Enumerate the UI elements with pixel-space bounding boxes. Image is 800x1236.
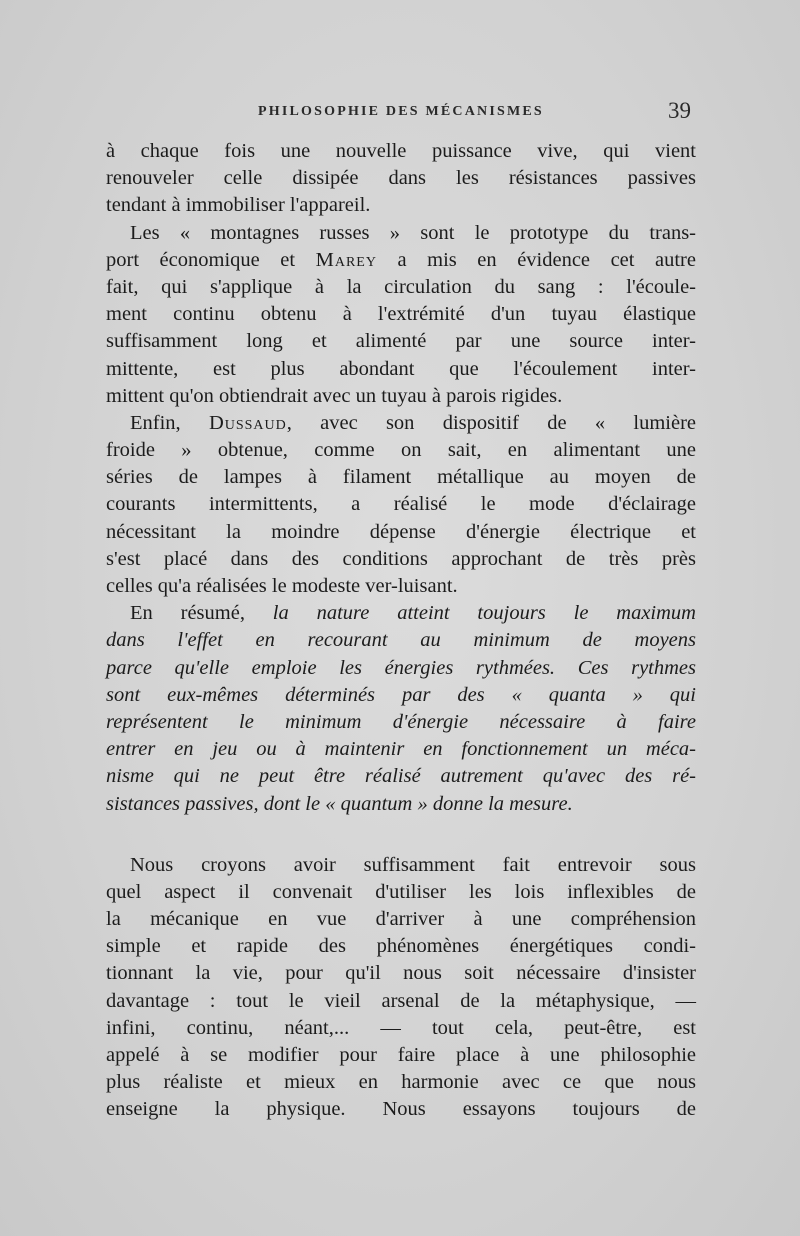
text-line: courants intermittents, a réalisé le mode d'éclairage	[106, 493, 696, 516]
text-line: parce qu'elle emploie les énergies rythmées. Ces rythmes	[106, 656, 696, 679]
text-fragment: Enfin,	[130, 411, 209, 434]
running-title: PHILOSOPHIE DES MÉCANISMES	[258, 104, 544, 119]
text-line: suffisamment long et alimenté par une source inter-	[106, 330, 696, 353]
text-line: sistances passives, dont le « quantum » donne la mesure.	[106, 792, 573, 815]
text-fragment: port économique et	[106, 248, 316, 271]
paragraph	[106, 410, 696, 600]
text-line: ment continu obtenu à l'extrémité d'un tuyau élastique	[106, 303, 696, 326]
text-line	[106, 247, 696, 274]
text-line: mittente, est plus abondant que l'écoulement inter-	[106, 357, 696, 380]
text-line: plus réaliste et mieux en harmonie avec ce que nous	[106, 1071, 696, 1094]
text-line: Les « montagnes russes » sont le prototype du trans-	[130, 221, 696, 244]
text-fragment: , avec son dispositif de « lumière	[286, 411, 696, 434]
text-line: celles qu'a réalisées le modeste ver-luisant.	[106, 575, 458, 597]
page-number: 39	[668, 98, 691, 123]
text-line: représentent le minimum d'énergie nécessaire à faire	[106, 710, 696, 733]
paragraph	[106, 600, 696, 818]
text-line: tionnant la vie, pour qu'il nous soit nécessaire d'insister	[106, 962, 696, 985]
text-line	[106, 410, 696, 437]
section-break	[106, 818, 696, 852]
text-line: Nous croyons avoir suffisamment fait entrevoir sous	[130, 853, 696, 876]
text-line: la mécanique en vue d'arriver à une compréhension	[106, 908, 696, 931]
text-line: nisme qui ne peut être réalisé autrement qu'avec des ré-	[106, 765, 696, 788]
text-line: mittent qu'on obtiendrait avec un tuyau à parois rigides.	[106, 384, 563, 407]
text-line: froide » obtenue, comme on sait, en alimentant une	[106, 439, 696, 462]
author-name: Marey	[315, 248, 377, 271]
text-line: infini, continu, néant,... — tout cela, peut-être, est	[106, 1016, 696, 1039]
text-line	[106, 600, 696, 627]
text-line: dans l'effet en recourant au minimum de moyens	[106, 629, 696, 652]
paragraph	[106, 138, 696, 220]
text-line: à chaque fois une nouvelle puissance vive, qui vient	[106, 140, 696, 162]
text-line: fait, qui s'applique à la circulation du sang : l'écoule-	[106, 275, 696, 298]
text-line: séries de lampes à filament métallique au moyen de	[106, 466, 696, 489]
paragraph	[106, 220, 696, 410]
text-line: davantage : tout le vieil arsenal de la métaphysique, —	[106, 989, 696, 1012]
paragraph	[106, 852, 696, 1124]
text-line: s'est placé dans des conditions approchant de très près	[106, 547, 696, 570]
text-line: nécessitant la moindre dépense d'énergie électrique et	[106, 520, 696, 543]
text-line: simple et rapide des phénomènes énergétiques condi-	[106, 935, 696, 958]
text-fragment: a mis en évidence cet autre	[376, 248, 696, 271]
page-header	[0, 98, 800, 128]
text-line: entrer en jeu ou à maintenir en fonctionnement un méca-	[106, 738, 696, 761]
text-line: renouveler celle dissipée dans les résistances passives	[106, 167, 696, 190]
text-line: quel aspect il convenait d'utiliser les lois inflexibles de	[106, 880, 696, 903]
body-text	[106, 138, 696, 1124]
text-line: tendant à immobiliser l'appareil.	[106, 194, 371, 217]
author-name: Dussaud	[208, 411, 287, 434]
text-line: enseigne la physique. Nous essayons toujours de	[106, 1098, 696, 1121]
text-line: sont eux-mêmes déterminés par des « quanta » qui	[106, 683, 696, 706]
text-fragment: En résumé,	[130, 602, 273, 625]
italic-fragment: la nature atteint toujours le maximum	[272, 602, 696, 625]
text-line: appelé à se modifier pour faire place à une philosophie	[106, 1044, 696, 1066]
